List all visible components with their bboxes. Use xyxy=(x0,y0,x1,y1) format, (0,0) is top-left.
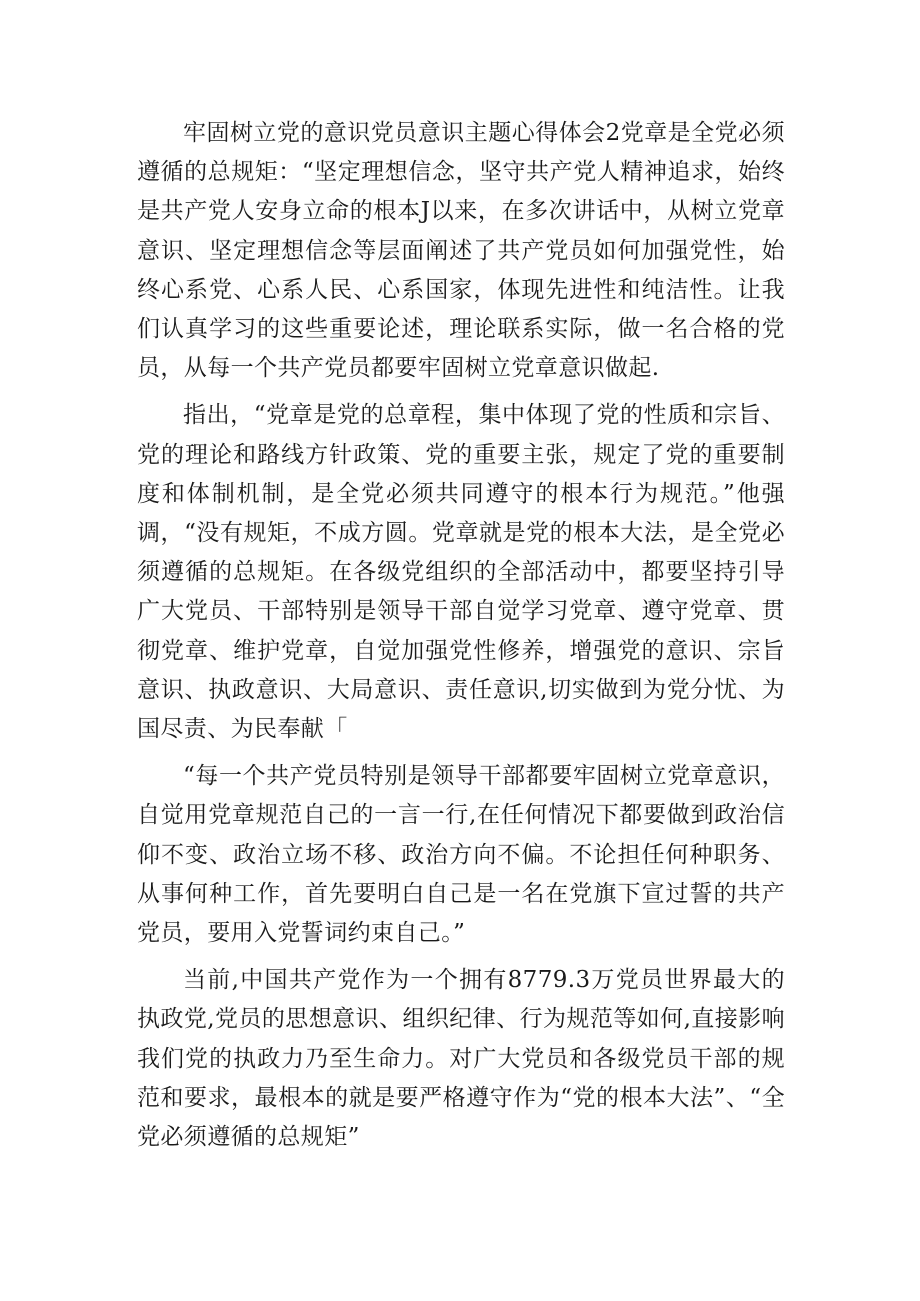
paragraph-2: 指出，“党章是党的总章程，集中体现了党的性质和宗旨、党的理论和路线方针政策、党的重要主张，规定了党的重要制度和体制机制，是全党必须共同遵守的根本行为规范。”他强调，“没有规矩，不成方圆。党章就是党的根本大法，是全党必须遵循的总规矩。在各级党组织的全部活动中，都要坚持引导广大党员、干部特别是领导干部自觉学习党章、遵守党章、贯彻党章、维护党章，自觉加强党性修养，增强党的意识、宗旨意识、执政意识、大局意识、责任意识,切实做到为党分忧、为国尽责、为民奉献「 xyxy=(137,402,785,743)
paragraph-1: 牢固树立党的意识党员意识主题心得体会2党章是全党必须遵循的总规矩：“坚定理想信念，坚守共产党人精神追求，始终是共产党人安身立命的根本J以来，在多次讲话中，从树立党章意识、坚定理想信念等层面阐述了共产党员如何加强党性，始终心系党、心系人民、心系国家，体现先进性和纯洁性。让我们认真学习的这些重要论述，理论联系实际，做一名合格的党员，从每一个共产党员都要牢固树立党章意识做起. xyxy=(137,120,785,382)
paragraph-3: “每一个共产党员特别是领导干部都要牢固树立党章意识，自觉用党章规范自己的一言一行,在任何情况下都要做到政治信仰不变、政治立场不移、政治方向不偏。不论担任何种职务、从事何种工作，首先要明白自己是一名在党旗下宣过誓的共产党员，要用入党誓词约束自己。” xyxy=(137,763,785,947)
document-body xyxy=(137,114,785,1165)
paragraph-4: 当前,中国共产党作为一个拥有8779.3万党员世界最大的执政党,党员的思想意识、组织纪律、行为规范等如何,直接影响我们党的执政力乃至生命力。对广大党员和各级党员干部的规范和要求，最根本的就是要严格遵守作为“党的根本大法”、“全党必须遵循的总规矩” xyxy=(137,967,785,1151)
